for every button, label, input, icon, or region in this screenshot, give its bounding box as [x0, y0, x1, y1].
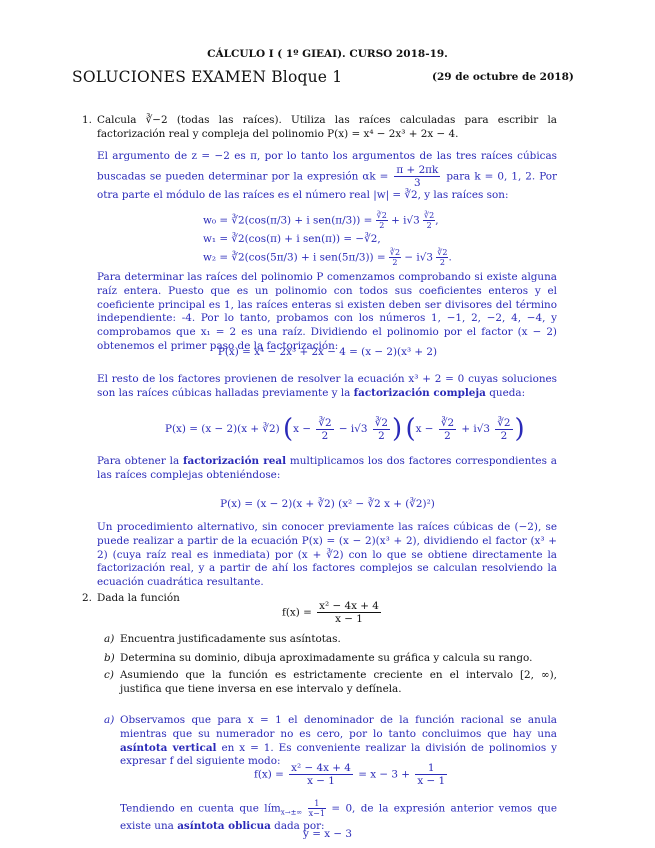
item-c-label: c): [104, 669, 114, 681]
problem-1-integer-roots: Para determinar las raíces del polinomio P comenzamos comprobando si existe alguna raíz entera. Puesto que es un polinomio con todos sus coeficientes enteros y el coeficiente principal es 1, las raíces enteras si existen deben ser divisores del término independiente: -4. Por lo tanto, probamos con los números 1, −1, 2, −2, 4, −4, y comprobamos que x₁ = 2 es una raíz. Dividiendo el polinomio por el factor (x − 2) obtenemos el primer paso de la factorización:: [97, 271, 557, 352]
solution-a-vertical: Observamos que para x = 1 el denominador de la función racional se anula mientras que su numerador no es cero, por lo tanto concluimos que hay una asíntota vertical en x = 1. Es conveniente realizar la división de polinomios y expresar f del siguiente modo:: [120, 714, 558, 768]
item-a-text: Encuentra justificadamente sus asíntotas.: [120, 633, 341, 645]
item-b-label: b): [104, 652, 115, 664]
root-w0: w₀ = ∛2(cos(π/3) + i sen(π/3)) = $\frac{∛2}{2}$ + i√3 $\frac{∛2}{2}$ ,: [203, 211, 439, 230]
root-w2: w₂ = ∛2(cos(5π/3) + i sen(5π/3)) = $\frac{∛2}{2}$ − i√3 $\frac{∛2}{2}$ .: [203, 248, 452, 267]
equation-oblique-asymptote: y = x − 3: [303, 828, 352, 840]
page-title: SOLUCIONES EXAMEN Bloque 1: [72, 68, 343, 86]
item-c-text: Asumiendo que la función es estrictamente creciente en el intervalo [2, ∞), justifica que tiene inversa en ese intervalo y defínela.: [120, 669, 557, 695]
problem-1-number: 1.: [82, 114, 92, 126]
exam-date: (29 de octubre de 2018): [432, 71, 574, 83]
alpha-k-fraction: $\frac{\pi + 2\pi k}{3}$: [396, 163, 439, 189]
root-w1: w₁ = ∛2(cos(π) + i sen(π)) = −∛2,: [203, 233, 381, 245]
solution-a-label: a): [104, 714, 115, 726]
problem-1-complex-intro: El resto de los factores provienen de resolver la ecuación x³ + 2 = 0 cuyas soluciones son las raíces cúbicas halladas previamente y la factorización compleja queda:: [97, 373, 557, 399]
equation-P-real: P(x) = (x − 2)(x + ∛2) (x² − ∛2 x + (∛2)²): [220, 498, 435, 510]
course-line: CÁLCULO I ( 1º GIEAI). CURSO 2018-19.: [207, 48, 448, 60]
problem-1-statement: Calcula ∛−2 (todas las raíces). Utiliza las raíces calculadas para escribir la factorización real y compleja del polinomio P(x) = x⁴ − 2x³ + 2x − 4.: [97, 114, 557, 140]
equation-P-step1: P(x) = x⁴ − 2x³ + 2x − 4 = (x − 2)(x³ + 2): [217, 346, 438, 358]
problem-1-real-intro: Para obtener la factorización real multiplicamos los dos factores correspondientes a las raíces complejas obteniéndose:: [97, 455, 557, 481]
problem-1-solution-intro: El argumento de z = −2 es π, por lo tanto los argumentos de las tres raíces cúbicas buscadas se pueden determinar por la expresión αk = $\frac{\pi + 2\pi k}{3}$ para k = 0, 1, 2. Por otra parte el módulo de las raíces es el número real |w| = ∛2, y las raíces son:: [97, 150, 557, 201]
problem-2-number: 2.: [82, 592, 92, 604]
item-b-text: Determina su dominio, dibuja aproximadamente su gráfica y calcula su rango.: [120, 652, 533, 664]
item-a-label: a): [104, 633, 115, 645]
solution-a-oblique: Tendiendo en cuenta que lím$_{x\to\pm\infty}$ $\frac{1}{x-1}$ = 0, de la expresión anterior vemos que existe una asíntota oblicua dada por:: [120, 799, 557, 833]
problem-1-alternative: Un procedimiento alternativo, sin conocer previamente las raíces cúbicas de (−2), se puede realizar a partir de la ecuación P(x) = (x − 2)(x³ + 2), dividiendo el factor (x³ + 2) (cuya raíz real es inmediata) por (x + ∛2) con lo que se obtiene directamente la factorización real, y a partir de ahí los factores complejos se calculan resolviendo la ecuación cuadrática resultante.: [97, 521, 557, 589]
function-definition: f(x) = $\frac{\text{x² − 4x + 4}}{x - 1}$: [282, 600, 379, 625]
problem-2-statement: Dada la función: [97, 592, 180, 604]
equation-f-division: f(x) = $\frac{\text{x² − 4x + 4}}{x - 1}$ = x − 3 + $\frac{1}{x - 1}$: [254, 762, 446, 787]
equation-P-complex: P(x) = (x − 2)(x + ∛2) (x − $\frac{∛2}{2}$ − i√3 $\frac{∛2}{2}$ ) (x − $\frac{∛2}{2}$ + i√3 $\frac{∛2}{2}$ ): [165, 414, 525, 444]
